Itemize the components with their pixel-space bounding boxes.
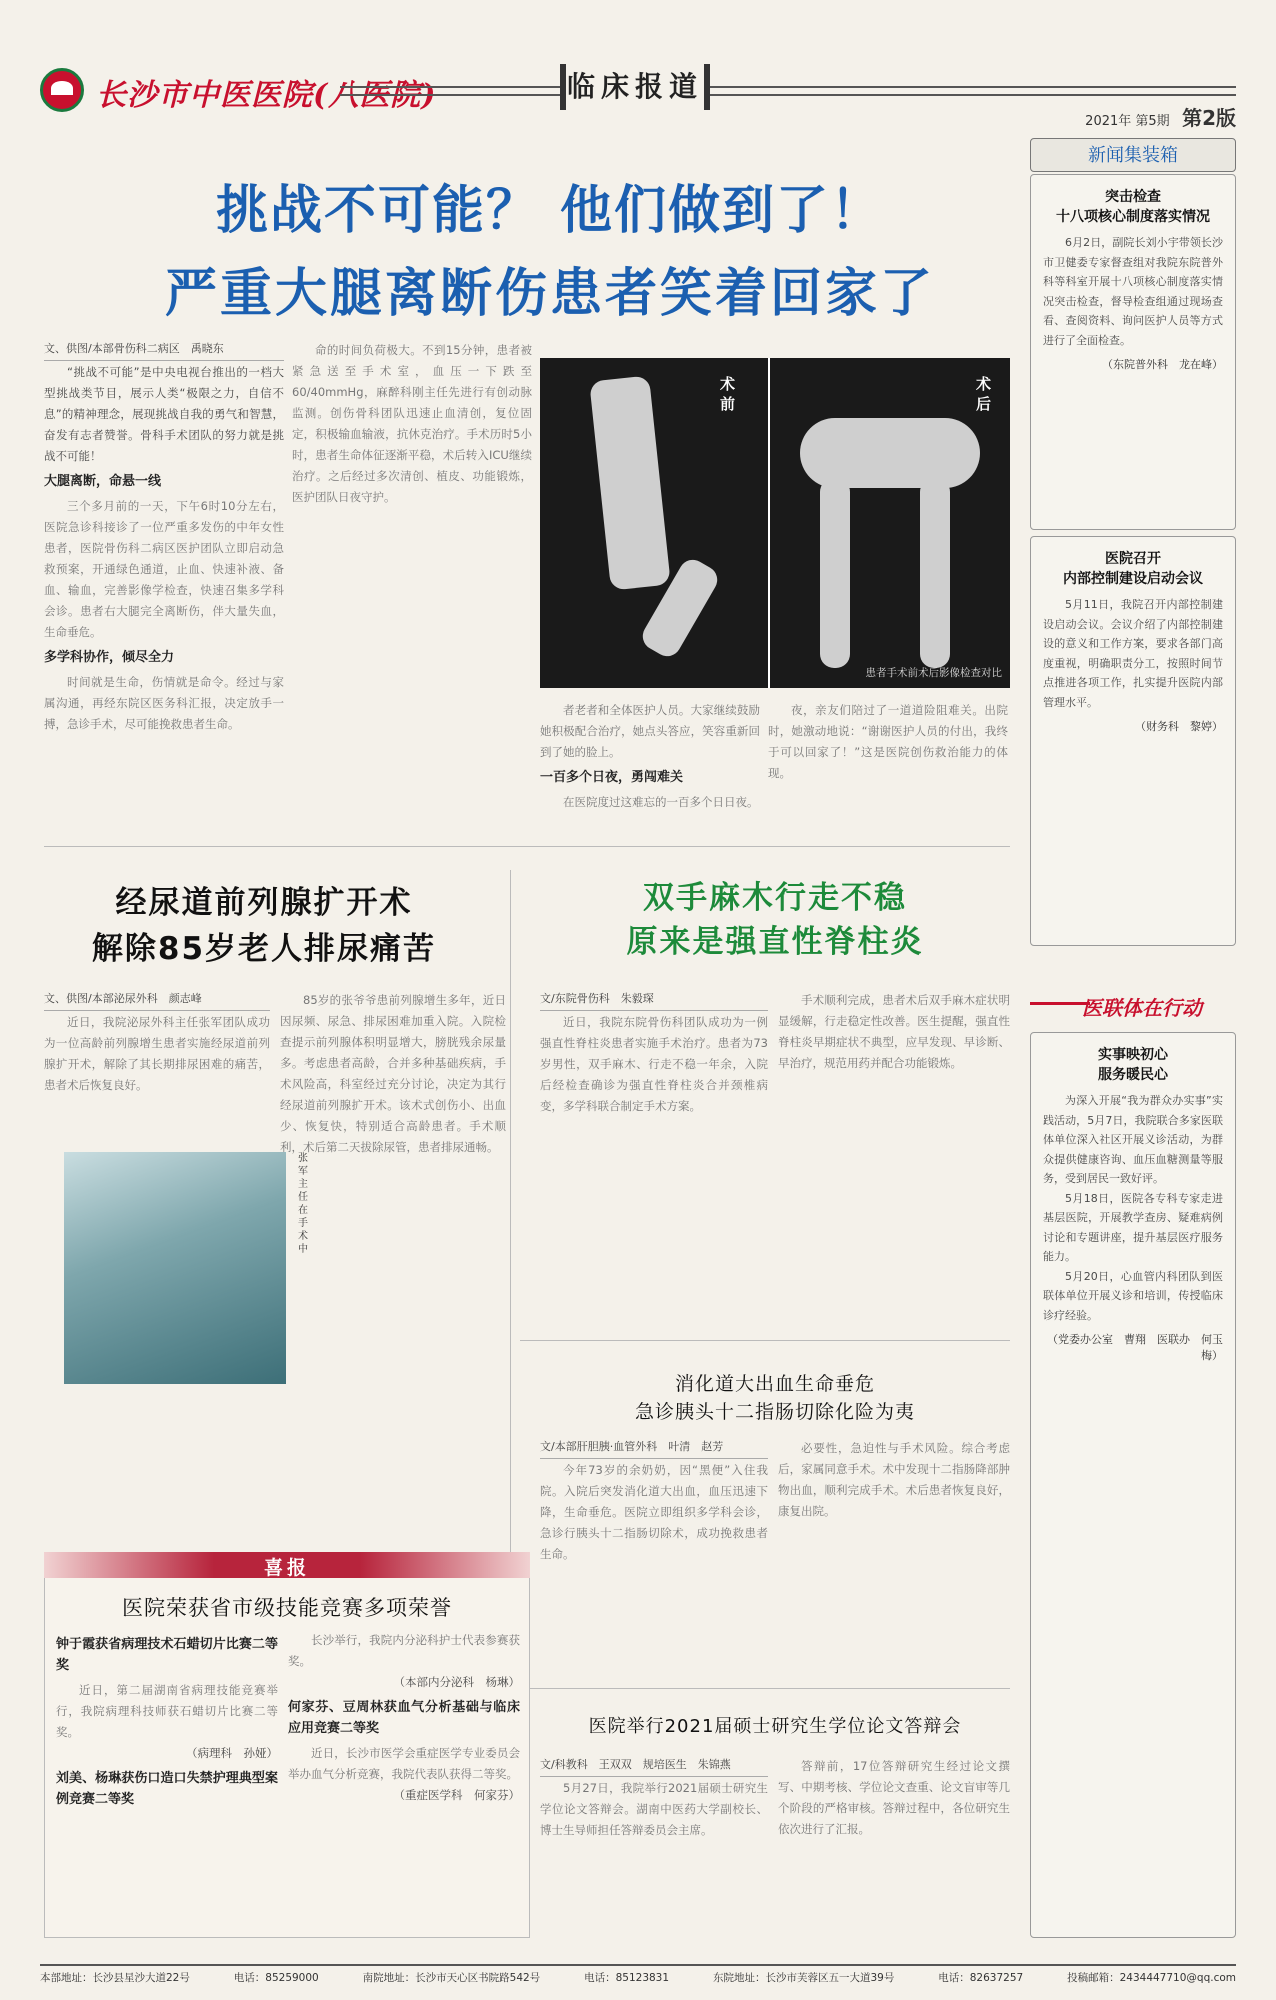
sidebar-news1-body: 6月2日，副院长刘小宇带领长沙市卫健委专家督查组对我院东院普外科等科室开展十八项核心制度落实情况突击检查，督导检查组通过现场查看、查阅资料、询问医护人员等方式进行了全面检查。 [1043, 236, 1223, 347]
article3-column-1: 近日，我院东院骨伤科团队成功为一例强直性脊柱炎患者实施手术治疗。患者为73岁男性，双手麻木、行走不稳一年余，入院后经检查确诊为强直性脊柱炎合并颈椎病变，多学科联合制定手术方案。 [540, 1015, 768, 1113]
article2-title-line1: 经尿道前列腺扩开术 [115, 885, 413, 921]
good-news-item1: 钟于霞获省病理技术石蜡切片比赛二等奖 [56, 1637, 278, 1673]
divider-lead [44, 846, 1010, 847]
pre-op-bone-shape [589, 375, 671, 590]
issue-number: 2021年 第5期 [1085, 114, 1170, 129]
sidebar-news1-title: 突击检查 十八项核心制度落实情况 [1056, 189, 1210, 225]
sidebar-news-2 [1030, 536, 1236, 946]
lead-subhead-1: 大腿离断，命悬一线 [44, 474, 162, 489]
sidebar-news2-sign: （财务科 黎婷） [1135, 720, 1223, 733]
xray-divider [768, 358, 770, 688]
lead-subhead-2: 多学科协作，倾尽全力 [44, 650, 175, 665]
section-title: 临床报道 [560, 64, 710, 110]
article2-byline: 文、供图/本部泌尿外科 颜志峰 [44, 990, 270, 1011]
article4-column-2: 必要性，急迫性与手术风险。综合考虑后，家属同意手术。术中发现十二指肠降部肿物出血，顺利完成手术。术后患者恢复良好，康复出院。 [778, 1441, 1010, 1518]
pre-op-tag: 术前 [720, 375, 736, 413]
lead-column-4: 夜，亲友们陪过了一道道险阻难关。出院时，她激动地说：“谢谢医护人员的付出，我终于可以回家了！”这是医院创伤救治能力的体现。 [768, 703, 1008, 780]
lead-subhead-3: 一百多个日夜，勇闯难关 [540, 770, 684, 785]
sidebar-title: 新闻集装箱 [1030, 138, 1236, 172]
good-news-tag [44, 1552, 530, 1578]
article5-column-1: 5月27日，我院举行2021届硕士研究生学位论文答辩会。湖南中医药大学副校长、博士生导师担任答辩委员会主席。 [540, 1781, 768, 1837]
footer-addr3: 东院地址：长沙市芙蓉区五一大道39号 [712, 1972, 895, 1984]
article4-title-line1: 消化道大出血生命垂危 [674, 1373, 875, 1395]
lead-headline [120, 168, 980, 326]
divider-col-mid [510, 870, 511, 1560]
xray-photo [540, 358, 1010, 688]
lead-column-2: 命的时间负荷极大。不到15分钟，患者被紧急送至手术室，血压一下跌至60/40mmHg，麻醉科刚主任先进行有创动脉监测。创伤骨科团队迅速止血清创，复位固定，积极输血输液，抗休克治疗。手术历时5小时，患者生命体征逐渐平稳，术后转入ICU继续治疗。之后经过多次清创、植皮、功能锻炼，医护团队日夜守护。 [292, 343, 532, 504]
good-news-item3: 刘美、杨琳获伤口造口失禁护理典型案例竞赛二等奖 [56, 1771, 278, 1807]
divider-article4 [520, 1688, 1010, 1689]
good-news-title: 医院荣获省市级技能竞赛多项荣誉 [122, 1596, 452, 1620]
sidebar-news-1 [1030, 174, 1236, 530]
article3-byline: 文/东院骨伤科 朱毅琛 [540, 990, 768, 1011]
article3-headline [540, 876, 1010, 964]
good-news-item2: 何家芬、豆周林获血气分析基础与临床应用竞赛二等奖 [288, 1700, 520, 1736]
sidebar-news2-body: 5月11日，我院召开内部控制建设启动会议。会议介绍了内部控制建设的意义和工作方案，要求各部门高度重视，明确职责分工，按照时间节点推进各项工作，扎实提升医院内部管理水平。 [1043, 598, 1223, 709]
article4-title-line2: 急诊胰头十二指肠切除化险为夷 [634, 1401, 915, 1423]
sidebar-banner [1030, 992, 1236, 1024]
footer-addr2: 南院地址：长沙市天心区书院路542号 [362, 1972, 541, 1984]
good-news-sign3: （重症医学科 何家芬） [393, 1788, 520, 1802]
article4-headline [540, 1370, 1010, 1426]
post-op-left-femur-shape [820, 478, 850, 668]
lead-title-line1: 挑战不可能？ 他们做到了！ [215, 181, 885, 241]
post-op-tag: 术后 [976, 375, 992, 413]
article5-byline: 文/科教科 王双双 规培医生 朱锦燕 [540, 1756, 768, 1777]
article5-column-2: 答辩前，17位答辩研究生经过论文撰写、中期考核、学位论文查重、论文盲审等几个阶段的严格审核。答辩过程中，各位研究生依次进行了汇报。 [778, 1759, 1010, 1836]
sidebar-banner-text: 医联体在行动 [1082, 996, 1202, 1020]
article2-headline [44, 880, 484, 972]
article2-photo-caption: 张军主任在手术中 [298, 1153, 308, 1255]
lead-column-3: 者老者和全体医护人员。大家继续鼓励她积极配合治疗，她点头答应，笑容重新回到了她的脸上。 一百多个日夜，勇闯难关 在医院度过这难忘的一百多个日日夜。 [540, 703, 760, 809]
divider-article3 [520, 1340, 1010, 1341]
article4-byline: 文/本部肝胆胰·血管外科 叶清 赵芳 [540, 1438, 768, 1459]
sidebar-news3-sign: （党委办公室 曹翔 医联办 何玉梅） [1047, 1333, 1223, 1362]
article3-column-2: 手术顺利完成，患者术后双手麻木症状明显缓解，行走稳定性改善。医生提醒，强直性脊柱炎早期症状不典型，应早发现、早诊断、早治疗，规范用药并配合功能锻炼。 [778, 993, 1010, 1070]
good-news-tag-label: 喜报 [263, 1557, 310, 1579]
footer-addr1: 本部地址：长沙县星沙大道22号 [40, 1972, 190, 1984]
sidebar-news3-title: 实事映初心 服务暖民心 [1098, 1047, 1168, 1083]
sidebar-news-3 [1030, 1032, 1236, 1938]
page-label: 第2版 [1182, 106, 1236, 130]
masthead-rule [340, 86, 1236, 96]
good-news-sign1: （病理科 孙娅） [186, 1746, 278, 1760]
post-op-pelvis-shape [800, 418, 980, 488]
good-news-column-1: 钟于霞获省病理技术石蜡切片比赛二等奖 近日，第二届湖南省病理技能竞赛举行，我院病理科技师获石蜡切片比赛二等奖。 （病理科 孙娅） 刘美、杨琳获伤口造口失禁护理典型案例竞赛二等奖 [56, 1630, 278, 1930]
sidebar-news2-title: 医院召开 内部控制建设启动会议 [1063, 551, 1203, 587]
xray-caption: 患者手术前术后影像检查对比 [865, 667, 1002, 679]
article3-title-line2: 原来是强直性脊柱炎 [626, 924, 924, 960]
footer-email: 投稿邮箱：2434447710@qq.com [1067, 1972, 1236, 1984]
surgery-photo [64, 1152, 286, 1384]
footer [40, 1964, 1236, 1985]
footer-tel1: 电话：85259000 [233, 1972, 319, 1984]
article3-title-line1: 双手麻木行走不稳 [643, 880, 907, 916]
article4-column-1: 今年73岁的余奶奶，因“黑便”入住我院。入院后突发消化道大出血，血压迅速下降，生命垂危。医院立即组织多学科会诊，急诊行胰头十二指肠切除术，成功挽救患者生命。 [540, 1463, 768, 1561]
lead-title-line2: 严重大腿离断伤患者笑着回家了 [164, 264, 935, 324]
masthead-logo-text: 长沙市中医医院(八医院) [96, 78, 437, 113]
lead-column-1: “挑战不可能”是中央电视台推出的一档大型挑战类节目，展示人类“极限之力，自信不息”的精神理念，展现挑战自我的勇气和智慧，奋发有志者赞誉。骨科手术团队的努力就是挑战不可能！ 大腿离断，命悬一线 三个多月前的一天，下午6时10分左右，医院急诊科接诊了一位严重多发伤的中年女性患者，医院骨伤科二病区医护团队立即启动急救预案，开通绿色通道，止血、快速补液、备血、输血，完善影像学检查，快速召集多学科会诊。患者右大腿完全离断伤，伴大量失血，生命垂危。 多学科协作，倾尽全力 时间就是生命，伤情就是命令。经过与家属沟通，再经东院区医务科汇报，决定放手一搏，急诊手术，尽可能挽救患者生命。 [44, 362, 284, 896]
sidebar-banner-line [1030, 1002, 1090, 1005]
issue-info [1085, 102, 1236, 131]
lead-byline: 文、供图/本部骨伤科二病区 禹晓东 [44, 340, 284, 361]
lead-intro: “挑战不可能”是中央电视台推出的一档大型挑战类节目，展示人类“极限之力，自信不息”的精神理念，展现挑战自我的勇气和智慧，奋发有志者赞誉。骨科手术团队的努力就是挑战不可能！ [44, 365, 284, 463]
good-news-column-2: 长沙举行，我院内分泌科护士代表参赛获奖。 （本部内分泌科 杨琳） 何家芬、豆周林获血气分析基础与临床应用竞赛二等奖 近日，长沙市医学会重症医学专业委员会举办血气分析竞赛，我院代表队获得二等奖。 （重症医学科 何家芬） [288, 1630, 520, 1930]
hospital-logo-icon [40, 68, 84, 112]
footer-tel3: 电话：82637257 [938, 1972, 1024, 1984]
post-op-right-femur-shape [920, 478, 950, 668]
article2-title-line2: 解除85岁老人排尿痛苦 [91, 931, 437, 967]
article5-title: 医院举行2021届硕士研究生学位论文答辩会 [588, 1716, 962, 1737]
sidebar-news3-body: 为深入开展“我为群众办实事”实践活动，5月7日，我院联合多家医联体单位深入社区开展义诊活动，为群众提供健康咨询、血压血糖测量等服务，受到居民一致好评。 5月18日，医院各专科专家走进基层医院，开展教学查房、疑难病例讨论和专题讲座，提升基层医疗服务能力。 5月20日，心血管内科团队到医联体单位开展义诊和培训，传授临床诊疗经验。 [1043, 1094, 1223, 1322]
article2-column-1: 近日，我院泌尿外科主任张军团队成功为一位高龄前列腺增生患者实施经尿道前列腺扩开术，解除了其长期排尿困难的痛苦，患者术后恢复良好。 [44, 1015, 270, 1092]
footer-tel2: 电话：85123831 [584, 1972, 670, 1984]
good-news-sign2: （本部内分泌科 杨琳） [393, 1675, 520, 1689]
masthead [40, 62, 1236, 130]
article2-column-2: 85岁的张爷爷患前列腺增生多年，近日因尿频、尿急、排尿困难加重入院。入院检查提示前列腺体积明显增大，膀胱残余尿量多。考虑患者高龄，合并多种基础疾病，手术风险高，科室经过充分讨论，决定为其行经尿道前列腺扩开术。该术式创伤小、出血少、恢复快，特别适合高龄患者。手术顺利，术后第二天拔除尿管，患者排尿通畅。 [280, 993, 506, 1154]
sidebar-news1-sign: （东院普外科 龙在峰） [1102, 358, 1223, 371]
